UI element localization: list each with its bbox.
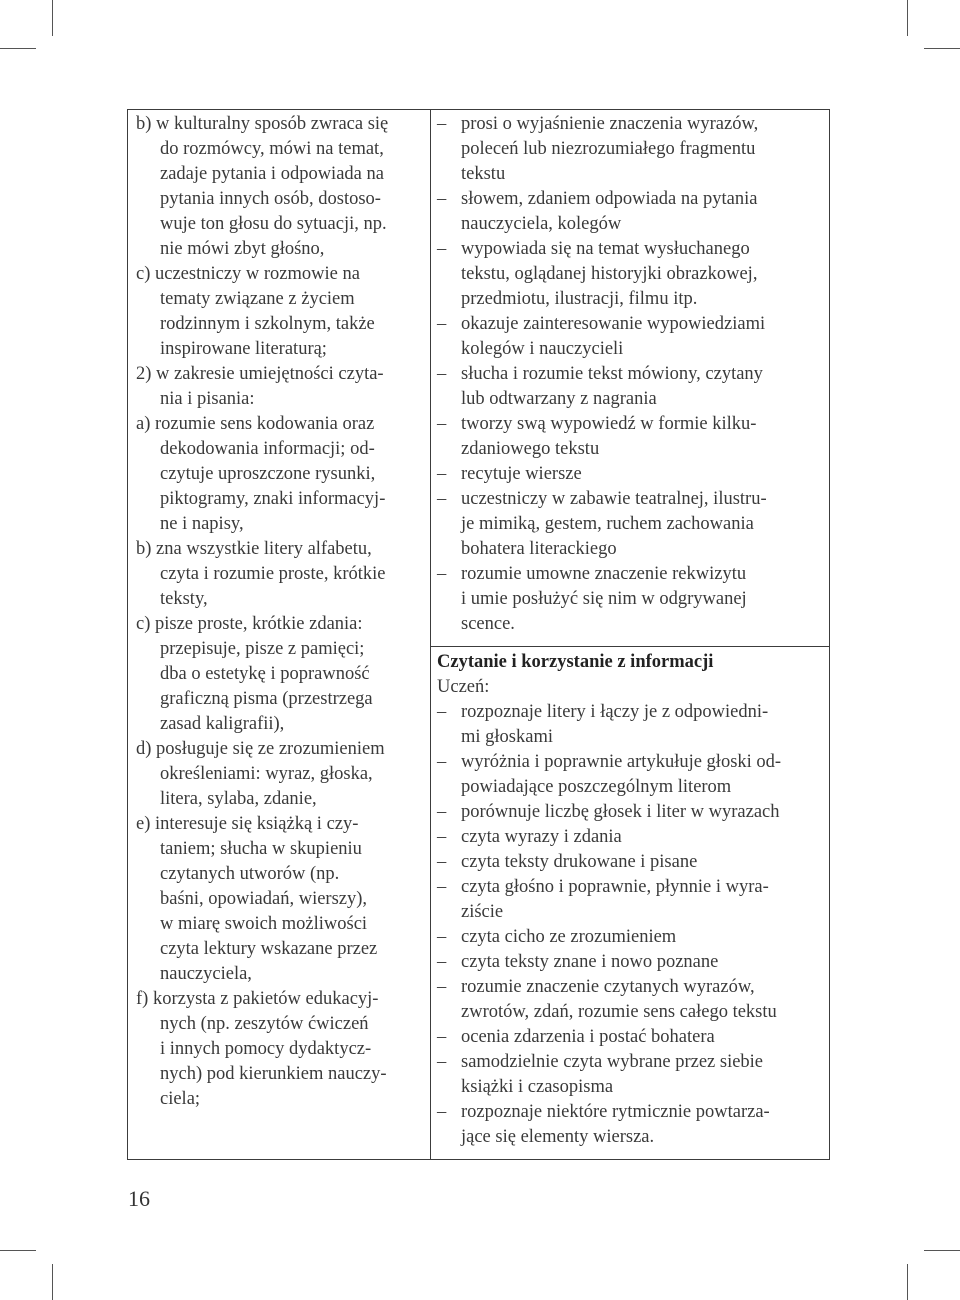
line-text: baśni, opowiadań, wierszy), (160, 889, 368, 909)
text-line (136, 112, 426, 137)
list-item (437, 800, 822, 825)
text-line (136, 987, 426, 1012)
list-item (437, 1100, 822, 1125)
line-text: nych (np. zeszytów ćwiczeń (160, 1014, 369, 1034)
line-text: czyta lektury wskazane przez (160, 939, 378, 959)
text-line (136, 212, 426, 237)
line-text: ocenia zdarzenia i postać bohatera (461, 1027, 715, 1047)
line-text: nych) pod kierunkiem nauczy- (160, 1064, 387, 1084)
list-item (437, 412, 822, 437)
line-text: nauczyciela, (160, 964, 252, 984)
line-text: w miarę swoich możliwości (160, 914, 368, 934)
text-line (136, 287, 426, 312)
line-text: czyta cicho ze zrozumieniem (461, 927, 677, 947)
list-item (437, 362, 822, 387)
page-number: 16 (128, 1186, 150, 1211)
line-text: przedmiotu, ilustracji, filmu itp. (461, 289, 698, 309)
crop-mark (0, 48, 36, 49)
line-text: i innych pomocy dydaktycz- (160, 1039, 372, 1059)
text-line (136, 1087, 426, 1112)
line-text: graficzną pisma (przestrzega (160, 689, 373, 709)
list-item-continuation (437, 212, 822, 237)
line-text: rozumie umowne znaczenie rekwizytu (461, 564, 747, 584)
text-line (136, 887, 426, 912)
dash-bullet-icon (437, 487, 451, 512)
list-item (437, 700, 822, 725)
list-item-continuation (437, 512, 822, 537)
list-item (437, 187, 822, 212)
line-text: recytuje wiersze (461, 464, 582, 484)
line-text: czytanych utworów (np. (160, 864, 340, 884)
dash-bullet-icon (437, 187, 451, 212)
line-text: czyta teksty drukowane i pisane (461, 852, 698, 872)
line-text: a) rozumie sens kodowania oraz (136, 414, 375, 434)
text-line (136, 587, 426, 612)
list-item (437, 925, 822, 950)
list-item-continuation (437, 775, 822, 800)
curriculum-table (127, 109, 830, 1160)
line-text: słowem, zdaniem odpowiada na pytania (461, 189, 758, 209)
line-text: je mimiką, gestem, ruchem zachowania (461, 514, 754, 534)
line-text: b) zna wszystkie litery alfabetu, (136, 539, 372, 559)
list-item-continuation (437, 725, 822, 750)
text-line (136, 862, 426, 887)
line-text: c) uczestniczy w rozmowie na (136, 264, 360, 284)
line-text: nia i pisania: (160, 389, 255, 409)
line-text: nie mówi zbyt głośno, (160, 239, 325, 259)
section-heading: Czytanie i korzystanie z informacji (437, 652, 714, 672)
text-line (136, 162, 426, 187)
line-text: zwrotów, zdań, rozumie sens całego tekstu (461, 1002, 777, 1022)
crop-mark (52, 0, 53, 36)
line-text: scence. (461, 614, 515, 634)
line-text: ne i napisy, (160, 514, 244, 534)
line-text: piktogramy, znaki informacyj- (160, 489, 386, 509)
text-line (136, 662, 426, 687)
line-text: rozpoznaje litery i łączy je z odpowiedni- (461, 702, 769, 722)
dash-bullet-icon (437, 925, 451, 950)
dash-bullet-icon (437, 750, 451, 775)
list-item (437, 1050, 822, 1075)
line-text: uczestniczy w zabawie teatralnej, ilustru- (461, 489, 767, 509)
line-text: lub odtwarzany z nagrania (461, 389, 657, 409)
list-item-continuation (437, 437, 822, 462)
line-text: litera, sylaba, zdanie, (160, 789, 317, 809)
text-line (136, 362, 426, 387)
text-line (136, 387, 426, 412)
line-text: poleceń lub niezrozumiałego fragmentu (461, 139, 756, 159)
list-item-continuation (437, 1125, 822, 1150)
line-text: ciela; (160, 1089, 201, 1109)
line-text: tematy związane z życiem (160, 289, 355, 309)
line-text: kolegów i nauczycieli (461, 339, 624, 359)
line-text: tekstu, oglądanej historyjki obrazkowej, (461, 264, 758, 284)
text-line (136, 762, 426, 787)
section-list (437, 700, 822, 1150)
list-item (437, 850, 822, 875)
text-line (136, 237, 426, 262)
text-line (136, 737, 426, 762)
line-text: inspirowane literaturą; (160, 339, 327, 359)
text-line (136, 487, 426, 512)
list-item (437, 562, 822, 587)
text-line (136, 537, 426, 562)
text-line (136, 437, 426, 462)
line-text: słucha i rozumie tekst mówiony, czytany (461, 364, 763, 384)
line-text: określeniami: wyraz, głoska, (160, 764, 373, 784)
line-text: taniem; słucha w skupieniu (160, 839, 362, 859)
crop-mark (52, 1264, 53, 1300)
text-line (136, 912, 426, 937)
text-line (136, 187, 426, 212)
list-item-continuation (437, 387, 822, 412)
dash-bullet-icon (437, 800, 451, 825)
list-item-continuation (437, 262, 822, 287)
list-item (437, 487, 822, 512)
text-line (136, 712, 426, 737)
line-text: mi głoskami (461, 727, 553, 747)
line-text: e) interesuje się książką i czy- (136, 814, 359, 834)
line-text: powiadające poszczególnym literom (461, 777, 732, 797)
crop-mark (0, 1250, 36, 1251)
dash-bullet-icon (437, 825, 451, 850)
line-text: czyta głośno i poprawnie, płynnie i wyra- (461, 877, 769, 897)
text-line (136, 962, 426, 987)
line-text: dekodowania informacji; od- (160, 439, 375, 459)
list-item-continuation (437, 537, 822, 562)
list-item-continuation (437, 1075, 822, 1100)
line-text: porównuje liczbę głosek i liter w wyrazach (461, 802, 780, 822)
text-line (136, 787, 426, 812)
line-text: czyta teksty znane i nowo poznane (461, 952, 719, 972)
text-line (136, 687, 426, 712)
text-line (136, 137, 426, 162)
line-text: prosi o wyjaśnienie znaczenia wyrazów, (461, 114, 759, 134)
list-item (437, 875, 822, 900)
list-item (437, 312, 822, 337)
crop-mark (907, 1264, 908, 1300)
dash-bullet-icon (437, 412, 451, 437)
dash-bullet-icon (437, 875, 451, 900)
list-item (437, 237, 822, 262)
dash-bullet-icon (437, 312, 451, 337)
row-divider (430, 646, 829, 647)
text-line (136, 262, 426, 287)
dash-bullet-icon (437, 562, 451, 587)
list-item-continuation (437, 1000, 822, 1025)
line-text: książki i czasopisma (461, 1077, 614, 1097)
list-item (437, 1025, 822, 1050)
dash-bullet-icon (437, 112, 451, 137)
dash-bullet-icon (437, 850, 451, 875)
list-item (437, 112, 822, 137)
text-line (136, 1037, 426, 1062)
line-text: rodzinnym i szkolnym, także (160, 314, 375, 334)
line-text: b) w kulturalny sposób zwraca się (136, 114, 389, 134)
line-text: f) korzysta z pakietów edukacyj- (136, 989, 379, 1009)
line-text: przepisuje, pisze z pamięci; (160, 639, 365, 659)
text-line (136, 512, 426, 537)
list-item (437, 462, 822, 487)
line-text: czytuje uproszczone rysunki, (160, 464, 376, 484)
line-text: do rozmówcy, mówi na temat, (160, 139, 384, 159)
text-line (136, 837, 426, 862)
crop-mark (924, 48, 960, 49)
dash-bullet-icon (437, 975, 451, 1000)
text-line (136, 412, 426, 437)
line-text: teksty, (160, 589, 208, 609)
line-text: nauczyciela, kolegów (461, 214, 622, 234)
text-line (136, 612, 426, 637)
list-item (437, 825, 822, 850)
dash-bullet-icon (437, 462, 451, 487)
text-line (136, 312, 426, 337)
line-text: jące się elementy wiersza. (461, 1127, 655, 1147)
list-item-continuation (437, 900, 822, 925)
line-text: rozumie znaczenie czytanych wyrazów, (461, 977, 755, 997)
line-text: wuje ton głosu do sytuacji, np. (160, 214, 387, 234)
right-column-top (437, 112, 822, 637)
dash-bullet-icon (437, 1100, 451, 1125)
line-text: wyróżnia i poprawnie artykułuje głoski od- (461, 752, 782, 772)
line-text: ziście (461, 902, 504, 922)
text-line (136, 337, 426, 362)
list-item-continuation (437, 337, 822, 362)
list-item-continuation (437, 137, 822, 162)
line-text: wypowiada się na temat wysłuchanego (461, 239, 750, 259)
line-text: dba o estetykę i poprawność (160, 664, 370, 684)
text-line (136, 562, 426, 587)
line-text: czyta wyrazy i zdania (461, 827, 622, 847)
line-text: d) posługuje się ze zrozumieniem (136, 739, 385, 759)
line-text: tworzy swą wypowiedź w formie kilku- (461, 414, 757, 434)
text-line (136, 1062, 426, 1087)
section-subheading: Uczeń: (437, 677, 490, 697)
line-text: czyta i rozumie proste, krótkie (160, 564, 386, 584)
line-text: zasad kaligrafii), (160, 714, 285, 734)
text-line (136, 637, 426, 662)
line-text: 2) w zakresie umiejętności czyta- (136, 364, 384, 384)
text-line (136, 937, 426, 962)
line-text: zdaniowego tekstu (461, 439, 600, 459)
line-text: c) pisze proste, krótkie zdania: (136, 614, 363, 634)
list-item-continuation (437, 587, 822, 612)
line-text: samodzielnie czyta wybrane przez siebie (461, 1052, 764, 1072)
right-column-bottom (437, 650, 822, 1150)
list-item-continuation (437, 162, 822, 187)
dash-bullet-icon (437, 1025, 451, 1050)
dash-bullet-icon (437, 237, 451, 262)
crop-mark (924, 1250, 960, 1251)
line-text: zadaje pytania i odpowiada na (160, 164, 384, 184)
line-text: tekstu (461, 164, 506, 184)
text-line (136, 462, 426, 487)
list-item-continuation (437, 287, 822, 312)
crop-mark (907, 0, 908, 36)
dash-bullet-icon (437, 950, 451, 975)
list-item (437, 950, 822, 975)
dash-bullet-icon (437, 362, 451, 387)
left-column (136, 112, 426, 1112)
line-text: pytania innych osób, dostoso- (160, 189, 381, 209)
dash-bullet-icon (437, 700, 451, 725)
column-divider (430, 110, 431, 1159)
line-text: rozpoznaje niektóre rytmicznie powtarza- (461, 1102, 770, 1122)
dash-bullet-icon (437, 1050, 451, 1075)
text-line (136, 812, 426, 837)
text-line (136, 1012, 426, 1037)
list-item-continuation (437, 612, 822, 637)
list-item (437, 975, 822, 1000)
line-text: okazuje zainteresowanie wypowiedziami (461, 314, 766, 334)
line-text: bohatera literackiego (461, 539, 617, 559)
line-text: i umie posłużyć się nim w odgrywanej (461, 589, 747, 609)
list-item (437, 750, 822, 775)
